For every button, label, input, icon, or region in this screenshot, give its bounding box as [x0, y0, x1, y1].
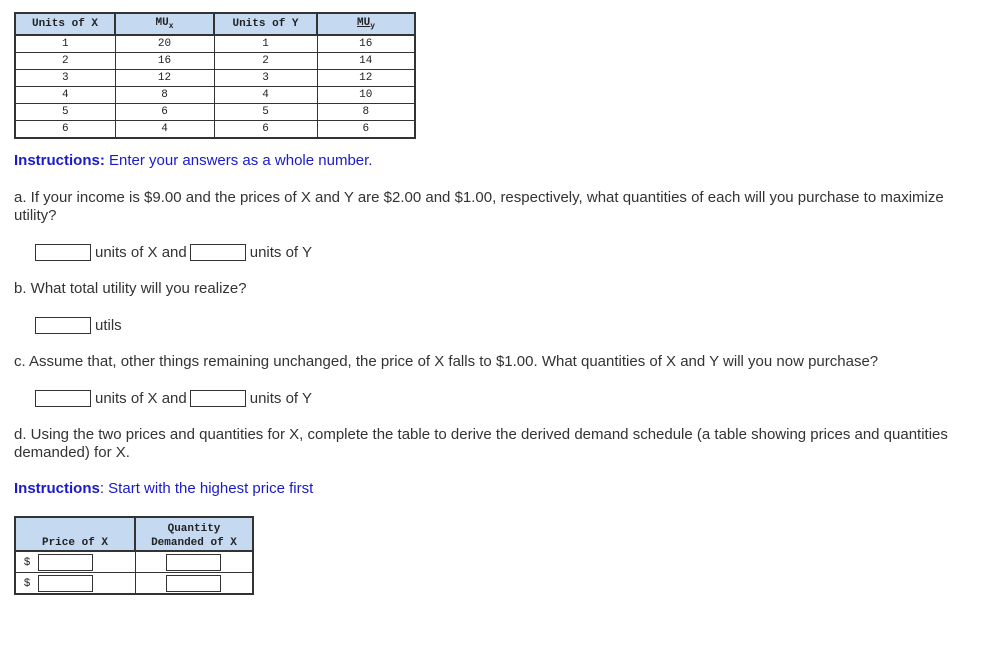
units-y-cell: 5 — [214, 104, 317, 121]
table-row — [15, 70, 415, 87]
question-b: b. What total utility will you realize? — [14, 280, 247, 297]
table-row — [15, 104, 415, 121]
mu-y-cell: 14 — [317, 53, 415, 70]
question-c: c. Assume that, other things remaining unchanged, the price of X falls to $1.00. What quantities of X and Y will you now purchase? — [14, 353, 879, 370]
header-mu-y: $MU_y$ — [317, 13, 415, 35]
marginal-utility-table — [14, 12, 416, 139]
instructions-whole-number: Instructions: Enter your answers as a whole number. — [14, 152, 373, 169]
mu-table-body — [15, 35, 415, 138]
answer-c-row — [35, 388, 315, 408]
instructions-highest-price: Instructions: Start with the highest price first — [14, 480, 314, 497]
answer-a-label-x: units of X and — [95, 243, 187, 261]
price-cell — [15, 551, 135, 573]
header-price-x: Price of X — [15, 517, 135, 551]
question-d: d. Using the two prices and quantities for X, complete the table to derive the derived demand schedule (a table showing prices and quantities demanded) for X. — [14, 426, 948, 461]
currency-symbol: $ — [23, 556, 31, 569]
price-input-2[interactable] — [38, 575, 93, 592]
quantity-cell — [135, 551, 253, 573]
header-units-x: Units of X — [15, 13, 115, 35]
answer-a-label-y: units of Y — [249, 243, 312, 261]
question-a: a. If your income is $9.00 and the prices of X and Y are $2.00 and $1.00, respectively, what quantities of each will you purchase to maximize utility? — [14, 189, 944, 224]
mu-y-cell: 6 — [317, 121, 415, 139]
units-x-cell: 2 — [15, 53, 115, 70]
units-y-cell: 6 — [214, 121, 317, 139]
answer-b-label: utils — [95, 316, 122, 334]
answer-b-utils-input[interactable] — [35, 317, 91, 334]
currency-symbol: $ — [23, 577, 31, 590]
header-mu-x: $MU_x$ — [115, 13, 214, 35]
price-cell — [15, 573, 135, 595]
mu-y-cell: 8 — [317, 104, 415, 121]
units-y-cell: 1 — [214, 35, 317, 53]
units-x-cell: 3 — [15, 70, 115, 87]
table-row — [15, 87, 415, 104]
table-row — [15, 121, 415, 139]
units-x-cell: 4 — [15, 87, 115, 104]
mu-x-cell: 12 — [115, 70, 214, 87]
answer-a-units-y-input[interactable] — [190, 244, 246, 261]
units-y-cell: 3 — [214, 70, 317, 87]
quantity-input-1[interactable] — [166, 554, 221, 571]
answer-a-row — [35, 242, 315, 262]
mu-y-cell: 10 — [317, 87, 415, 104]
mu-y-cell: 12 — [317, 70, 415, 87]
answer-c-units-x-input[interactable] — [35, 390, 91, 407]
table-row — [15, 573, 253, 595]
quantity-input-2[interactable] — [166, 575, 221, 592]
table-row — [15, 53, 415, 70]
units-x-cell: 6 — [15, 121, 115, 139]
answer-a-units-x-input[interactable] — [35, 244, 91, 261]
answer-c-units-y-input[interactable] — [190, 390, 246, 407]
demand-schedule-table — [14, 516, 254, 595]
quantity-cell — [135, 573, 253, 595]
units-y-cell: 4 — [214, 87, 317, 104]
units-y-cell: 2 — [214, 53, 317, 70]
price-input-1[interactable] — [38, 554, 93, 571]
table-row — [15, 35, 415, 53]
units-x-cell: 5 — [15, 104, 115, 121]
header-units-y: Units of Y — [214, 13, 317, 35]
answer-c-label-x: units of X and — [95, 389, 187, 407]
mu-x-cell: 16 — [115, 53, 214, 70]
answer-b-row — [35, 315, 125, 335]
mu-x-cell: 20 — [115, 35, 214, 53]
mu-x-cell: 8 — [115, 87, 214, 104]
mu-y-cell: 16 — [317, 35, 415, 53]
mu-x-cell: 4 — [115, 121, 214, 139]
units-x-cell: 1 — [15, 35, 115, 53]
table-row — [15, 551, 253, 573]
header-quantity-demanded: Quantity Demanded of X — [135, 517, 253, 551]
mu-x-cell: 6 — [115, 104, 214, 121]
answer-c-label-y: units of Y — [249, 389, 312, 407]
